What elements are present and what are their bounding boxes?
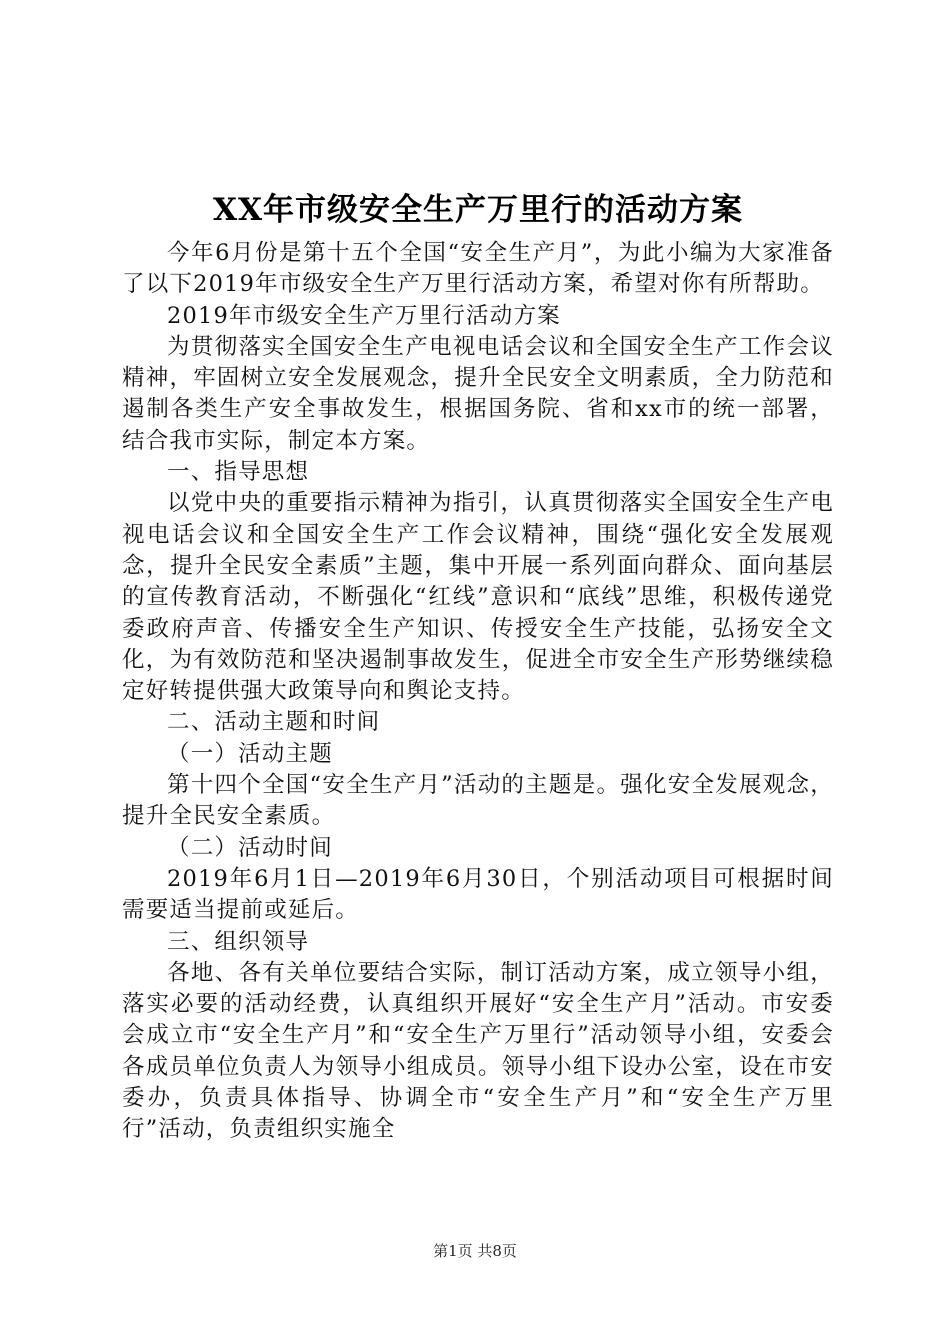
document-title: XX年市级安全生产万里行的活动方案 — [212, 192, 744, 228]
subheading-time: （二）活动时间 — [167, 834, 333, 861]
page-footer: 第1页 共8页 — [433, 1242, 517, 1260]
paragraph-time: 2019年6月1日—2019年6月30日，个别活动项目可根据时间需要适当提前或延后。 — [122, 865, 834, 924]
paragraph-theme: 第十四个全国“安全生产月”活动的主题是。强化安全发展观念，提升全民安全素质。 — [122, 772, 834, 830]
paragraph-guiding-ideology: 以党中央的重要指示精神为指引，认真贯彻落实全国安全生产电视电话会议和全国安全生产工作会议精神，围绕“强化安全发展观念，提升全民安全素质”主题，集中开展一系列面向群众、面向基层的宣传教育活动，不断强化“红线”意识和“底线”思维，积极传递党委政府声音、传播安全生产知识、传授安全生产技能，弘扬安全文化，为有效防范和坚决遏制事故发生，促进全市安全生产形势继续稳定好转提供强大政策导向和舆论支持。 — [122, 490, 834, 705]
heading-organization: 三、组织领导 — [167, 928, 310, 955]
document-body — [122, 182, 834, 1146]
paragraph-plan-title: 2019年市级安全生产万里行活动方案 — [167, 302, 561, 329]
subheading-theme: （一）活动主题 — [167, 740, 333, 767]
heading-guiding-ideology: 一、指导思想 — [167, 459, 310, 486]
paragraph-purpose: 为贯彻落实全国安全生产电视电话会议和全国安全生产工作会议精神，牢固树立安全发展观念，提升全民安全文明素质，全力防范和遏制各类生产安全事故发生，根据国务院、省和xx市的统一部署，结合我市实际，制定本方案。 — [122, 333, 834, 454]
paragraph-organization: 各地、各有关单位要结合实际，制订活动方案，成立领导小组，落实必要的活动经费，认真组织开展好“安全生产月”活动。市安委会成立市“安全生产月”和“安全生产万里行”活动领导小组，安委会各成员单位负责人为领导小组成员。领导小组下设办公室，设在市安委办，负责具体指导、协调全市“安全生产月”和“安全生产万里行”活动，负责组织实施全 — [122, 959, 834, 1143]
heading-theme-and-time: 二、活动主题和时间 — [167, 709, 381, 736]
paragraph-intro: 今年6月份是第十五个全国“安全生产月”，为此小编为大家准备了以下2019年市级安全生产万里行活动方案，希望对你有所帮助。 — [122, 240, 834, 298]
